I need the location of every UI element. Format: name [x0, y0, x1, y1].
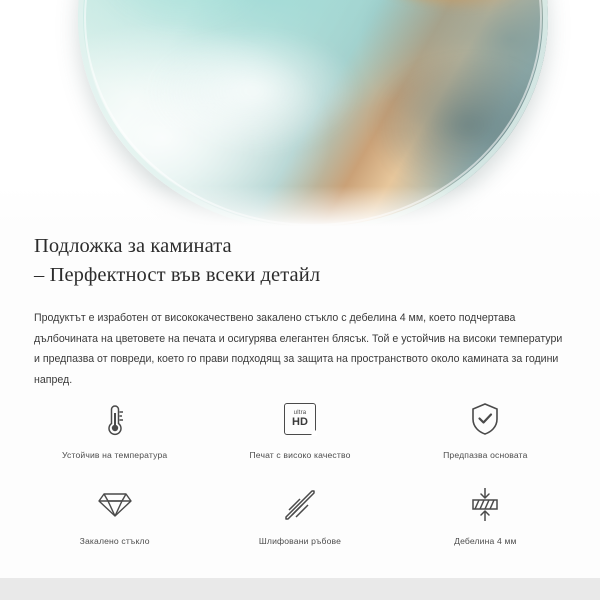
feature-temperature — [22, 398, 207, 460]
feature-polished-edges — [207, 484, 392, 546]
diamond-icon — [97, 484, 133, 526]
polished-edges-icon — [282, 484, 318, 526]
headline-line-2: – Перфектност във всеки детайл — [34, 264, 321, 286]
feature-row-1 — [22, 398, 578, 460]
paper-fold-corner — [310, 429, 317, 436]
page-title — [34, 232, 566, 290]
feature-grid — [0, 398, 600, 546]
content-block — [0, 232, 600, 390]
feature-label: Предпазва основата — [443, 450, 528, 460]
ultra-hd-badge-bottom: HD — [292, 416, 308, 428]
feature-label: Закалено стъкло — [79, 536, 150, 546]
headline-line-1: Подложка за камината — [34, 235, 232, 257]
feature-print-quality — [207, 398, 392, 460]
feature-thickness — [393, 484, 578, 546]
thermometer-icon — [98, 398, 132, 440]
feature-label: Печат с високо качество — [249, 450, 351, 460]
hero-image — [0, 0, 600, 232]
hero-fade-overlay — [0, 186, 600, 232]
shield-check-icon — [468, 398, 502, 440]
feature-label: Шлифовани ръбове — [258, 536, 342, 546]
description-text: Продуктът е изработен от висококачествено закалено стъкло с дебелина 4 мм, което подчертава дълбочината на цветовете на печата и осигурява елегантен блясък. Той е устойчив на високи температури и предпазва от повреди, което го прави подходящ за защита на пространството около камината за години напред. — [34, 312, 563, 386]
ultra-hd-print-icon — [284, 398, 316, 440]
feature-label: Устойчив на температура — [61, 450, 168, 460]
description — [34, 308, 566, 390]
feature-row-2 — [22, 484, 578, 546]
feature-tempered-glass — [22, 484, 207, 546]
feature-surface-protection — [393, 398, 578, 460]
footer-bar — [0, 578, 600, 600]
feature-label: Дебелина 4 мм — [454, 536, 517, 546]
thickness-arrows-icon — [468, 484, 502, 526]
ultra-hd-badge-top: ultra — [293, 410, 307, 416]
